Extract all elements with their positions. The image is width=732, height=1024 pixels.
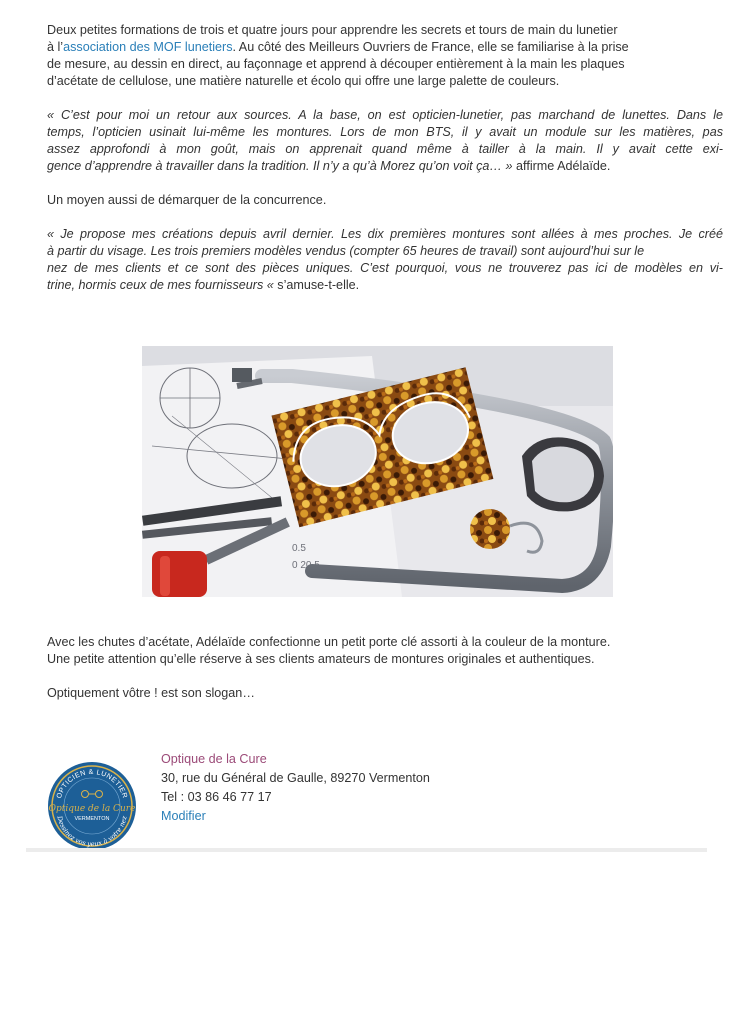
business-contact-card bbox=[47, 747, 707, 852]
paragraph-intro bbox=[47, 22, 723, 90]
logo-bottom-text: Dessinez vos yeux à votre nez bbox=[55, 815, 129, 849]
text-line: de mesure, au dessin en direct, au façonnage et apprend à découper entièrement à la main les plaques bbox=[47, 57, 625, 71]
quote-paragraph-1 bbox=[47, 107, 723, 175]
text-line: à partir du visage. Les trois premiers modèles vendus (compter 65 heures de travail) sont aujourd’hui sur le bbox=[47, 244, 645, 258]
pencil-note: 0 20,5 bbox=[292, 560, 320, 571]
text-line: à l’association des MOF lunetiers. Au côté des Meilleurs Ouvriers de France, elle se familiarise à la prise bbox=[47, 40, 629, 54]
text-line: gence d’apprendre à travailler dans la tradition. Il n’y a qu’à Morez qu’on voit ça… » affirme Adélaïde. bbox=[47, 159, 611, 173]
text-line: nez de mes clients et ce sont des pièces uniques. C’est pourquoi, vous ne trouverez pas ici de modèles en vi- bbox=[47, 261, 723, 275]
paragraph-keychain bbox=[47, 634, 723, 668]
logo-name: Optique de la Cure bbox=[48, 804, 136, 814]
article-body-continued bbox=[47, 634, 723, 702]
quote-paragraph-2 bbox=[47, 226, 723, 294]
text-line: Deux petites formations de trois et quatre jours pour apprendre les secrets et tours de main du lunetier bbox=[47, 23, 618, 37]
section-divider bbox=[26, 848, 707, 852]
text-line: assez approfondi à mon goût, mais on apprenait quand même à tailler à la main. Il y avait cette exi- bbox=[47, 142, 723, 156]
workbench-photo-illustration bbox=[142, 346, 613, 597]
edit-link[interactable]: Modifier bbox=[161, 809, 206, 823]
logo-top-text: OPTICIEN & LUNETIER bbox=[55, 768, 129, 800]
business-address: 30, rue du Général de Gaulle, 89270 Vermenton bbox=[161, 771, 430, 785]
text-line: Une petite attention qu’elle réserve à ses clients amateurs de montures originales et authentiques. bbox=[47, 652, 595, 666]
article-body bbox=[47, 22, 723, 294]
text-line: temps, l’opticien usinait lui-même les montures. Lors de mon BTS, il y avait un module sur les matières, pas bbox=[47, 125, 723, 139]
text-line: trine, hormis ceux de mes fournisseurs « s’amuse-t-elle. bbox=[47, 278, 360, 292]
paragraph-slogan: Optiquement vôtre ! est son slogan… bbox=[47, 686, 255, 700]
business-phone: Tel : 03 86 46 77 17 bbox=[161, 790, 272, 804]
business-name: Optique de la Cure bbox=[161, 752, 267, 766]
text-line: Avec les chutes d’acétate, Adélaïde confectionne un petit porte clé assorti à la couleur de la monture. bbox=[47, 635, 611, 649]
mof-association-link[interactable]: association des MOF lunetiers bbox=[63, 40, 233, 54]
paragraph-competition: Un moyen aussi de démarquer de la concurrence. bbox=[47, 193, 327, 207]
text-line: d’acétate de cellulose, une matière naturelle et écolo qui offre une large palette de couleurs. bbox=[47, 74, 560, 88]
article-photo bbox=[142, 346, 613, 597]
pencil-note: 0.5 bbox=[292, 543, 306, 554]
contact-details bbox=[161, 750, 430, 826]
text-line: « C’est pour moi un retour aux sources. A la base, on est opticien-lunetier, pas marchand de lunettes. Dans le bbox=[47, 108, 723, 122]
shop-logo bbox=[47, 761, 137, 851]
logo-town: VERMENTON bbox=[74, 816, 110, 822]
text-line: « Je propose mes créations depuis avril dernier. Les dix premières montures sont allées à mes proches. Je créé bbox=[47, 227, 723, 241]
